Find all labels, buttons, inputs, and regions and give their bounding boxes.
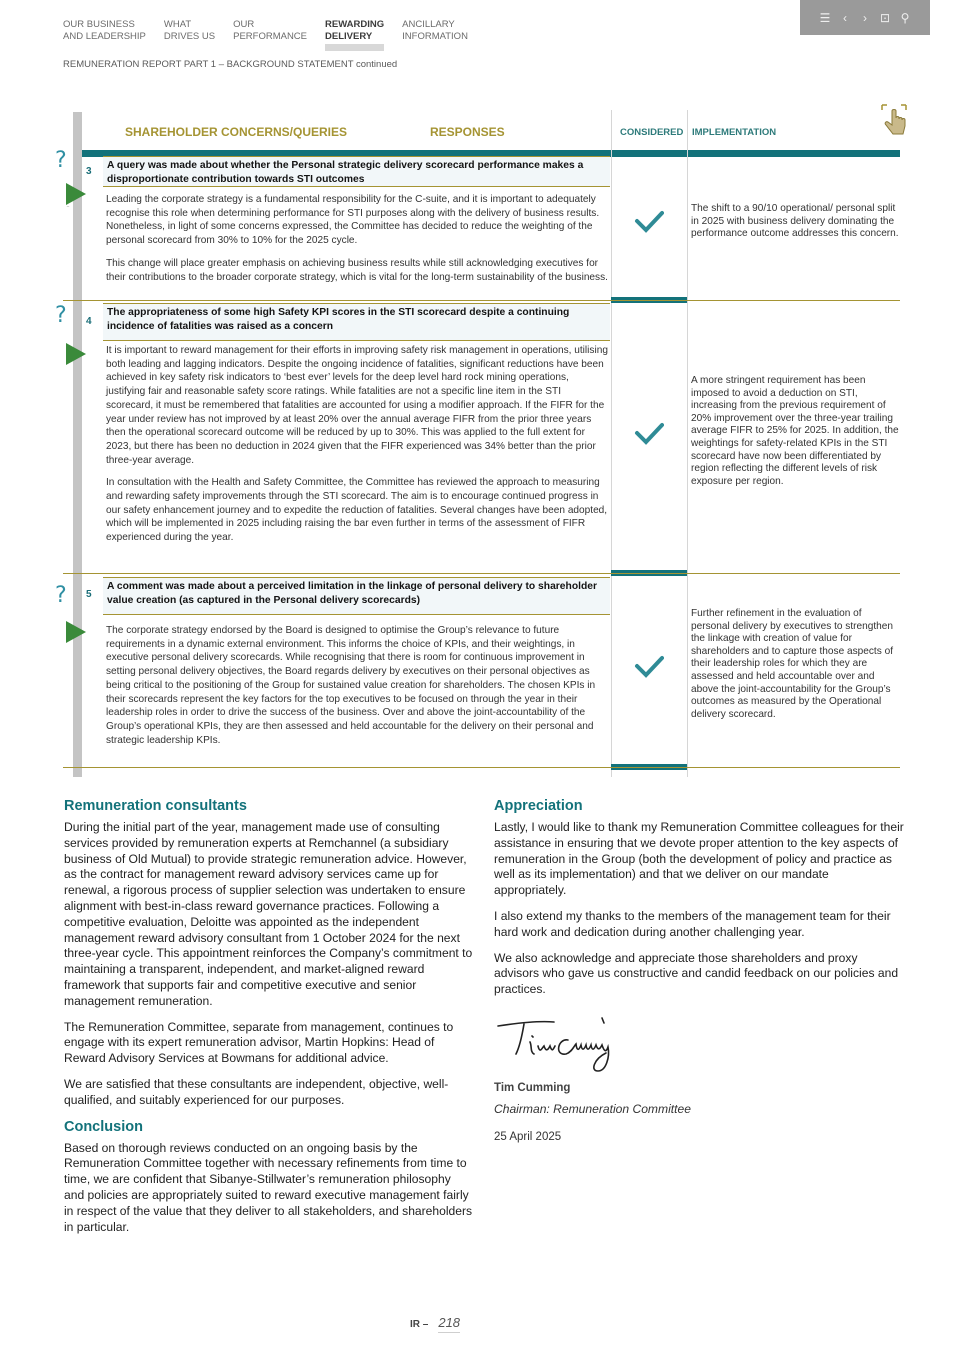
implementation-text: A more stringent requirement has been imposed to avoid a deduction on STI, increasing from the previous requirement of 20% improvement over the three-year trailing average FIFR to 25% for 2025. In addition, the weightings for safety-related KPIs in the STI scorecard have now been differentiated by region reflecting the different levels of risk exposure per region. xyxy=(691,375,899,487)
signer-title: Chairman: Remuneration Committee xyxy=(494,1101,691,1116)
signature-date: 25 April 2025 xyxy=(494,1130,562,1143)
row-separator xyxy=(63,573,900,574)
row-number: 5 xyxy=(86,589,92,600)
appreciation-paragraph: We also acknowledge and appreciate those shareholders and proxy advisors who gave us constructive and candid feedback on our policies and practices. xyxy=(494,950,899,997)
nav-item-business[interactable]: OUR BUSINESS AND LEADERSHIP xyxy=(63,19,146,42)
consultants-paragraph: The Remuneration Committee, separate from management, continues to engage with its expert remuneration advisor, Martin Hopkins: Head of Reward Advisory Services at Bowmans for additional advice. xyxy=(64,1019,454,1066)
toolbar xyxy=(800,0,930,35)
page-footer xyxy=(410,1315,460,1333)
play-icon[interactable] xyxy=(62,619,88,645)
response-text: The corporate strategy endorsed by the Board is designed to optimise the Group’s relevance to future requirements in a dynamic external environment. This informs the choice of KPIs, and their weightings, in executive personal delivery scorecards. While recognising that there is room for continuous improvement in setting personal delivery objectives, the Board regards delivery by executives on their personal objectives as being critical to the positioning of the Group for sustained value creation for shareholders. The chosen KPIs in their scorecards represent the key factors for the top executives to be focused on through the year in their leadership roles in order to drive the success of the business. Over and above the joint-accountability of the Group’s operational KPIs, they are then assessed and held accountable for the delivery on their personal and strategic leadership KPIs. xyxy=(106,625,596,746)
nav-item-ancillary[interactable]: ANCILLARY INFORMATION xyxy=(402,19,468,42)
header-considered: CONSIDERED xyxy=(620,127,684,138)
menu-icon[interactable]: ☰ xyxy=(819,10,831,25)
consultants-paragraph: During the initial part of the year, management made use of consulting services provided by remuneration experts at Remchannel (a subsidiary business of Old Mutual) to provide strategic remuneration advice. However, as the contract for management reward advisory services came up for renewal, a rigorous process of supplier selection was undertaken to ensure alignment with best-in-class reward governance practices. Following a competitive evaluation, Deloitte was appointed as the independent management reward advisory consultant from 1 October 2024 for the next three-year cycle. This appointment reinforces the Company’s commitment to maintaining a transparent, independent, and market-aligned reward framework that supports fair and competitive executive and senior management remuneration. xyxy=(64,820,473,1008)
page-number: 218 xyxy=(438,1315,460,1333)
conclusion-paragraph: Based on thorough reviews conducted on an ongoing basis by the Remuneration Committee together with necessary refinements from time to time, we are confident that Sibanye-Stillwater’s remuneration philosophy and policies are appropriately suited to reward executive management fairly in respect of the value that they deliver to all stakeholders, and shareholders in particular. xyxy=(64,1140,473,1234)
conclusion-heading: Conclusion xyxy=(64,1118,143,1135)
response-text: It is important to reward management for their efforts in improving safety risk management in operations, utilising both leading and lagging indicators. Despite the ongoing incidence of fatalities, significant reductions have been achieved in key safety risk indicators to ‘best ever’ levels for the deep level hard rock mining operations, justifying fair and reasonable safety score ratings. While fatalities are not a specific line item in the STI scorecard, it must be remembered that fatalities are accounted for using a modifier approach. If the FIFR for the year under review has not improved by at least 20% over the annual average FIFR from the prior three years then the operational scorecard outcome will be reduced by up to 30%. This was applied to the full extent for 2023, but there has been no deduction in 2024 given that the FIFR experienced was 34% better than the prior three-year average. In consultation with the Health and Safety Committee, the Committee has reviewed the approach to measuring and rewarding safety improvements through the STI scorecard. The aim is to encourage continued progress in our safety enhancement journey and to expedite the reduction of fatalities. Several changes have been adopted, which will be implemented in 2025 including raising the bar even further in terms of the assessment of FIFR experienced during the year. xyxy=(106,345,608,544)
question-icon: ? xyxy=(55,583,67,608)
table-side-bar xyxy=(73,112,82,777)
play-icon[interactable] xyxy=(62,181,88,207)
consultants-paragraph: We are satisfied that these consultants are independent, objective, well-qualified, and suitably experienced for our purposes. xyxy=(64,1076,449,1107)
implementation-text: The shift to a 90/10 operational/ personal split in 2025 with business delivery dominating the performance outcome addresses this concern. xyxy=(691,203,899,240)
consultants-heading: Remuneration consultants xyxy=(64,798,247,814)
svg-text:Tim Cumming: Tim Cumming xyxy=(494,1011,501,1013)
response-text: Leading the corporate strategy is a fundamental responsibility for the C-suite, and it is important to adequately recognise this role when determining performance for STI purposes along with the delivery of business results. Nonetheless, in light of some concerns expressed, the Committee has decided to reduce the weighting of the personal scorecard from 30% to 10% for the 2025 cycle. This change will place greater emphasis on achieving business results while still acknowledging executives for their contributions to the broader corporate strategy, which is vital for the long-term sustainability of the business. xyxy=(106,194,608,283)
column-divider-implementation xyxy=(687,110,688,777)
query-text: The appropriateness of some high Safety KPI scores in the STI scorecard despite a continuing incidence of fatalities was raised as a concern xyxy=(103,303,610,341)
checkmark-icon xyxy=(634,654,664,678)
question-icon: ? xyxy=(55,303,67,328)
query-text: A comment was made about a perceived limitation in the linkage of personal delivery to shareholder value creation (as captured in the Personal delivery scorecards) xyxy=(103,577,610,615)
header-implementation: IMPLEMENTATION xyxy=(692,127,777,138)
column-divider-considered xyxy=(611,110,612,777)
search-icon[interactable]: ⚲ xyxy=(900,10,910,25)
checkmark-icon xyxy=(634,421,664,445)
signer-name: Tim Cumming xyxy=(494,1081,571,1094)
appreciation-heading: Appreciation xyxy=(494,798,583,814)
checkmark-icon xyxy=(634,209,664,233)
exit-icon[interactable]: ⊡ xyxy=(879,10,891,25)
left-column xyxy=(64,798,474,1245)
question-icon: ? xyxy=(55,148,67,173)
row-number: 3 xyxy=(86,166,92,177)
footer-label: IR – xyxy=(410,1319,429,1330)
implementation-text: Further refinement in the evaluation of personal delivery by executives to strengthen the linkage with creation of value for shareholders and to capture those aspects of their leadership roles for which they are assessed and held accountable over and above the joint-accountability for the Group’s outcomes as measured by the Operational delivery scorecard. xyxy=(691,608,894,720)
nav-item-performance[interactable]: OUR PERFORMANCE xyxy=(233,19,308,42)
prev-icon[interactable]: ‹ xyxy=(843,10,847,25)
hand-pointer-icon[interactable] xyxy=(880,103,908,141)
next-icon[interactable]: › xyxy=(863,10,867,25)
row-separator xyxy=(63,300,900,301)
appreciation-paragraph: Lastly, I would like to thank my Remuneration Committee colleagues for their assistance in ensuring that we devote proper attention to the key aspects of remuneration in the Group (both the development of policy and practice as well as its implementation) and that we deliver on our mandate appropriately. xyxy=(494,820,904,898)
right-column xyxy=(494,798,904,1143)
nav-item-rewarding[interactable]: REWARDING DELIVERY xyxy=(325,19,384,51)
signature xyxy=(494,1012,624,1076)
section-nav xyxy=(63,19,486,51)
query-text: A query was made about whether the Personal strategic delivery scorecard performance makes a disproportionate contribution towards STI outcomes xyxy=(103,156,610,187)
row-number: 4 xyxy=(86,316,92,327)
play-icon[interactable] xyxy=(62,341,88,367)
header-responses: RESPONSES xyxy=(430,125,505,139)
appreciation-paragraph: I also extend my thanks to the members of the management team for their hard work and dedication during another challenging year. xyxy=(494,908,891,939)
row-separator xyxy=(63,767,900,768)
header-concerns: SHAREHOLDER CONCERNS/QUERIES xyxy=(125,125,348,139)
nav-item-drives[interactable]: WHAT DRIVES US xyxy=(163,19,216,42)
page-subtitle: REMUNERATION REPORT PART 1 – BACKGROUND STATEMENT continued xyxy=(63,59,398,70)
